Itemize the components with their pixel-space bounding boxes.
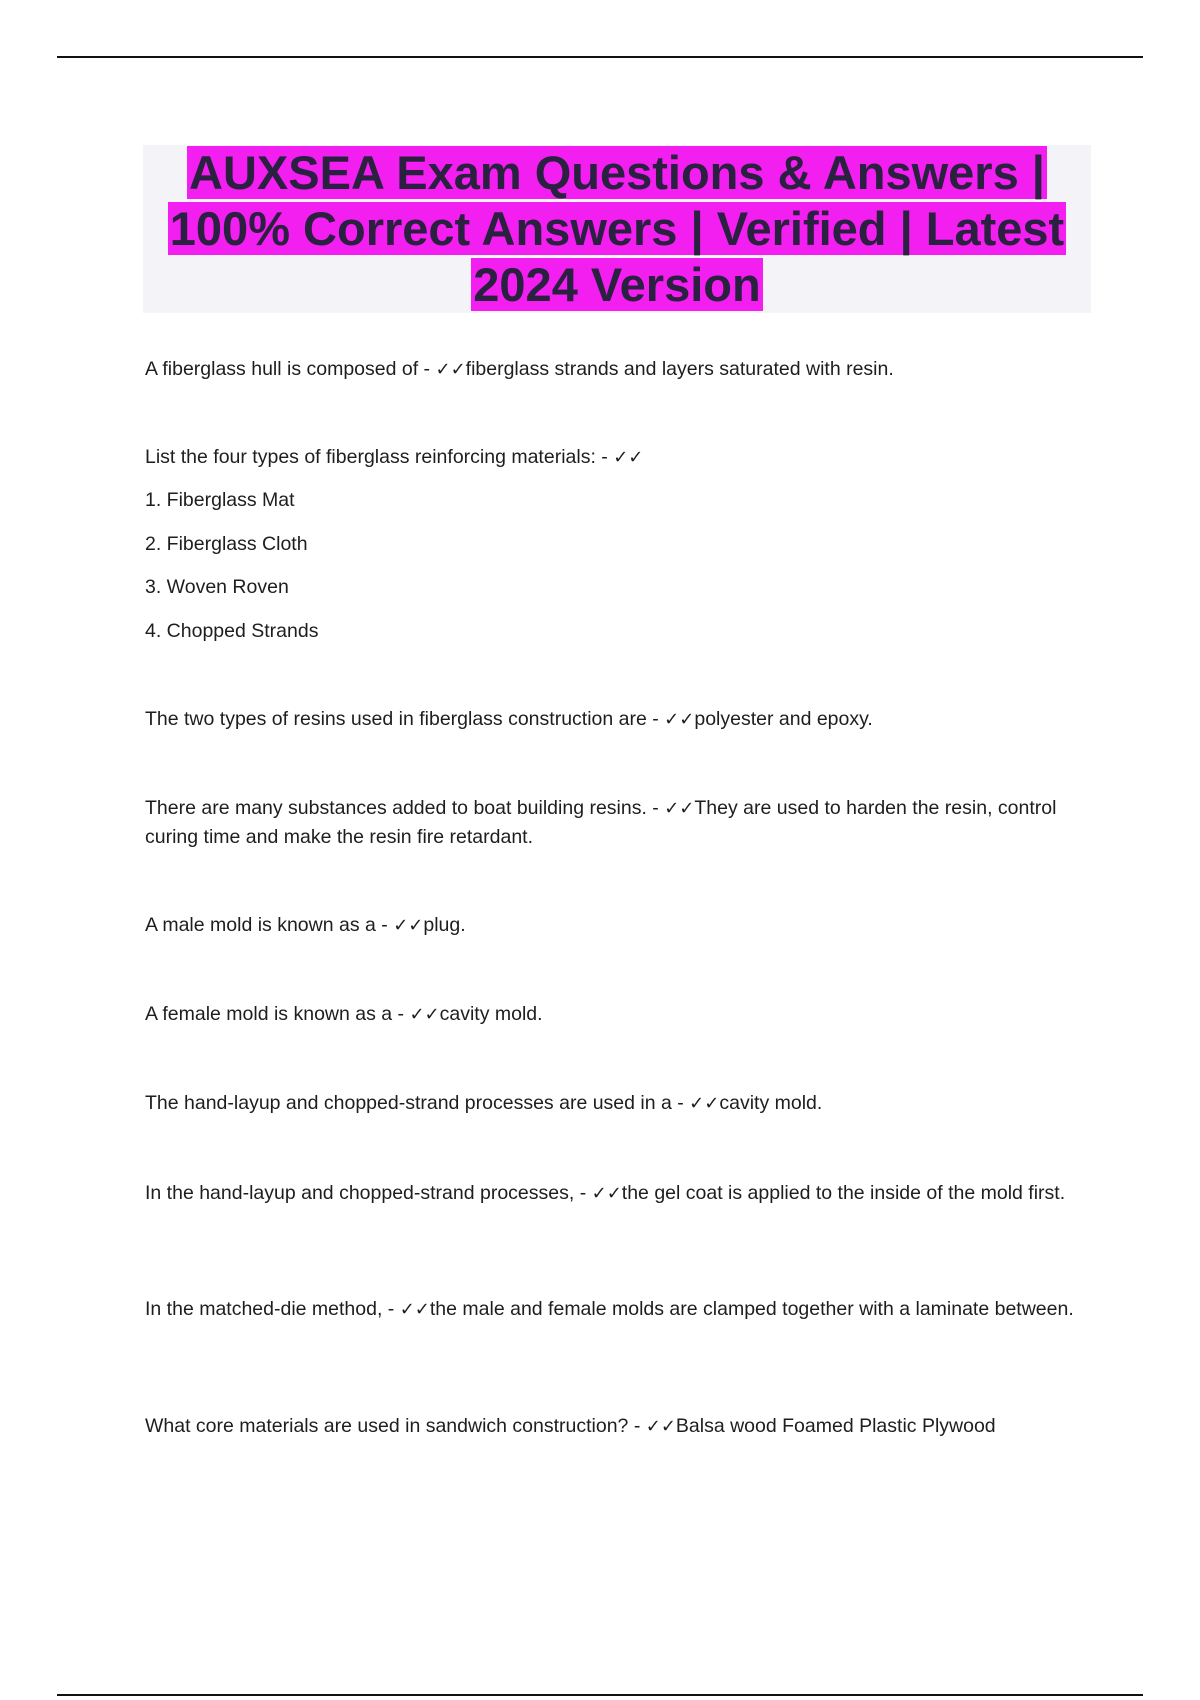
answer-text: cavity mold.: [439, 1003, 543, 1025]
title-highlight: AUXSEA Exam Questions & Answers | 100% Correct Answers | Verified | Latest 2024 Version: [169, 146, 1065, 311]
bottom-rule: [57, 1694, 1143, 1696]
list-item: 3. Woven Roven: [145, 576, 289, 598]
answer-text: the male and female molds are clamped together with a laminate between.: [429, 1298, 1074, 1320]
double-check-icon: ✓✓: [409, 1004, 440, 1025]
qa-item-3: [145, 705, 1090, 734]
title-banner: [143, 145, 1091, 313]
qa-item-8: [145, 1179, 1090, 1208]
double-check-icon: ✓✓: [393, 915, 424, 936]
document-title: [143, 145, 1091, 313]
top-rule: [57, 56, 1143, 58]
answer-text: plug.: [423, 914, 466, 936]
question-text: A female mold is known as a -: [145, 1003, 410, 1025]
list-item: 4. Chopped Strands: [145, 620, 319, 642]
double-check-icon: ✓✓: [645, 1416, 676, 1437]
question-text: A male mold is known as a -: [145, 914, 394, 936]
list-item: 1. Fiberglass Mat: [145, 489, 295, 511]
qa-item-10: [145, 1412, 1090, 1441]
question-text: In the hand-layup and chopped-strand processes, -: [145, 1182, 592, 1204]
answer-text: They are used to harden the resin, control curing time and make the resin fire retardant.: [145, 797, 1057, 848]
question-text: The two types of resins used in fiberglass construction are -: [145, 708, 665, 730]
double-check-icon: ✓✓: [664, 798, 695, 819]
answer-text: Balsa wood Foamed Plastic Plywood: [675, 1415, 996, 1437]
qa-item-5: [145, 911, 1090, 940]
double-check-icon: ✓✓: [664, 709, 695, 730]
qa-item-9: [145, 1295, 1090, 1324]
qa-item-7: [145, 1089, 1090, 1118]
double-check-icon: ✓✓: [399, 1299, 430, 1320]
question-text: In the matched-die method, -: [145, 1298, 400, 1320]
question-text: The hand-layup and chopped-strand processes are used in a -: [145, 1092, 690, 1114]
double-check-icon: ✓✓: [591, 1183, 622, 1204]
answer-text: fiberglass strands and layers saturated with resin.: [465, 358, 894, 380]
question-text: There are many substances added to boat building resins. -: [145, 797, 665, 819]
double-check-icon: ✓✓: [613, 447, 644, 468]
list-item: 2. Fiberglass Cloth: [145, 533, 308, 555]
question-text: What core materials are used in sandwich construction? -: [145, 1415, 646, 1437]
question-text: A fiberglass hull is composed of -: [145, 358, 436, 380]
double-check-icon: ✓✓: [689, 1093, 720, 1114]
answer-text: polyester and epoxy.: [694, 708, 873, 730]
question-text: List the four types of fiberglass reinforcing materials: -: [145, 446, 614, 468]
double-check-icon: ✓✓: [435, 359, 466, 380]
qa-item-1: [145, 355, 1090, 384]
answer-text: the gel coat is applied to the inside of the mold first.: [621, 1182, 1066, 1204]
answer-text: cavity mold.: [719, 1092, 823, 1114]
qa-item-6: [145, 1000, 1090, 1029]
qa-item-4: [145, 794, 1090, 851]
qa-item-2: [145, 443, 1090, 472]
